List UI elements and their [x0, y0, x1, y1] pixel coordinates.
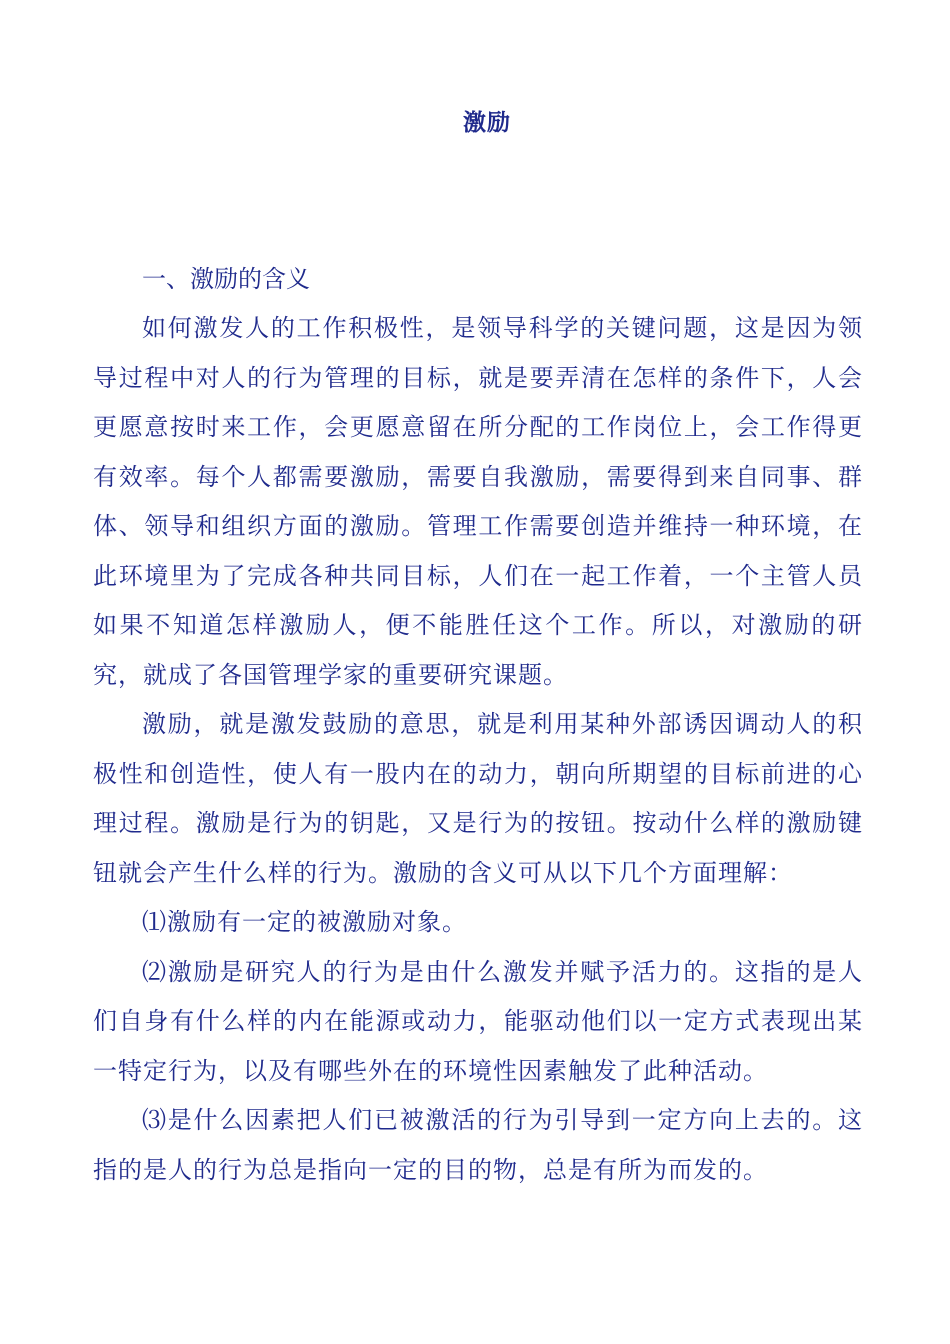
paragraph: 激励，就是激发鼓励的意思，就是利用某种外部诱因调动人的积极性和创造性，使人有一股内在的动力，朝向所期望的目标前进的心理过程。激励是行为的钥匙，又是行为的按钮。按动什么样的激励键钮就会产生什么样的行为。激励的含义可从以下几个方面理解：: [93, 710, 863, 887]
section-heading: 一、激励的含义: [142, 265, 310, 293]
document-body: [93, 255, 863, 1195]
list-item: ⑴激励有一定的被激励对象。: [142, 908, 467, 936]
document-title: 激励: [463, 110, 511, 136]
list-item: ⑵激励是研究人的行为是由什么激发并赋予活力的。这指的是人们自身有什么样的内在能源或动力，能驱动他们以一定方式表现出某一特定行为，以及有哪些外在的环境性因素触发了此种活动。: [93, 957, 863, 1085]
paragraph: 如何激发人的工作积极性，是领导科学的关键问题，这是因为领导过程中对人的行为管理的目标，就是要弄清在怎样的条件下，人会更愿意按时来工作，会更愿意留在所分配的工作岗位上，会工作得更有效率。每个人都需要激励，需要自我激励，需要得到来自同事、群体、领导和组织方面的激励。管理工作需要创造并维持一种环境，在此环境里为了完成各种共同目标，人们在一起工作着，一个主管人员如果不知道怎样激励人，便不能胜任这个工作。所以，对激励的研究，就成了各国管理学家的重要研究课题。: [93, 314, 863, 689]
list-item: ⑶是什么因素把人们已被激活的行为引导到一定方向上去的。这指的是人的行为总是指向一定的目的物，总是有所为而发的。: [93, 1106, 863, 1184]
